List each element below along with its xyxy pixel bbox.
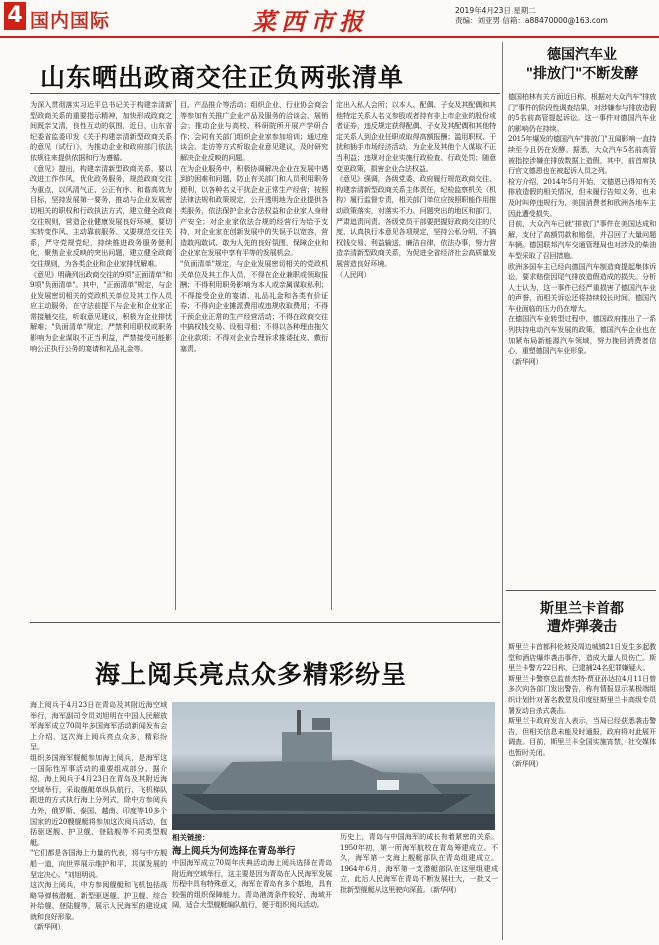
section-title: 国内国际 bbox=[30, 10, 111, 32]
side2-headline-line1: 斯里兰卡首都 bbox=[540, 601, 624, 617]
side2-headline-line2: 遭炸弹袭击 bbox=[547, 619, 617, 635]
article2-column-2: 中国海军成立70周年庆典活动海上阅兵选择在青岛附近海空域举行，这主要是因为青岛在人民海军发展历程中具有特殊意义，海军在青岛有多个基地，具有较强的组织保障能力。青岛港湾条件较好，海域开阔，适合大型舰艇编队航行，便于组织阅兵活动。 bbox=[172, 858, 332, 910]
warship-photo bbox=[172, 702, 495, 830]
headline-rule bbox=[30, 93, 500, 94]
side2-body: 斯里兰卡首都科伦坡及周边城镇21日发生多起教堂和酒店爆炸袭击事件，造成大量人员伤亡。斯里兰卡警方22日称，已逮捕24名犯罪嫌疑人。 斯里兰卡警察总监普杰特·贾亚孙达拉4月11日曾多次向各部门发出警告，称有情报显示某极端组织计划针对著名教堂及印度驻斯里兰卡高级专员署发动自杀式袭击。 斯里兰卡政府发言人表示，当局已经获悉袭击警告，但相关信息未能及时通报，政府将对此展开调查。目前，斯里兰卡全国实施宵禁，社交媒体也暂时关闭。 （新华网） bbox=[508, 642, 656, 768]
warship-illustration bbox=[172, 702, 495, 830]
caption-box bbox=[172, 832, 332, 857]
page-number: 4 bbox=[4, 2, 26, 30]
issue-date: 2019年4月23日 星期二 bbox=[455, 6, 536, 15]
sidebar-rule bbox=[506, 590, 656, 591]
issue-info bbox=[455, 6, 608, 26]
article1-column-1: 为深入贯彻落实习近平总书记关于构建亲清新型政商关系的重要指示精神，加快形成政商之间既亲又清，良性互动的氛围，近日，山东省纪委省监委印发《关于构建亲清新型政商关系的意见（试行）》，为推动企业和政府部门依法依规往来提供依据和行为遵循。 《意见》提出，构建亲清新型政商关系，要以改进工作作风，优化政务服务，规范政商交往为重点，以风清气正、公正有序、和谐高效为目标，坚持发展第一要务，推动与企业发展密切相关的职权和行政执法方式，建立健全政商交往规则，营造企业健康发展良好环境，要切实转变作风、主动靠前服务、又要规范交往关系，严守党规党纪，持续推进政务服务便利化，聚焦企业反映的突出问题，建立健全政商交往规则，为各类企业和企业家排忧解难。 《意见》明确列出政商交往的9项"正面清单"和9项"负面清单"。其中，"正面清单"规定，与企业发展密切相关的党政机关单位及其工作人员应主动服务，在守法前提下与企业和企业家正常接触交往，听取意见建议，积极为企业排忧解难；"负面清单"规定，严禁利用职权或职务影响为企业谋取不正当利益，严禁接受可能影响公正执行公务的宴请和礼品礼金等。 bbox=[30, 100, 172, 353]
caption-label: 相关链接： bbox=[172, 833, 210, 842]
column-divider bbox=[175, 100, 176, 610]
side1-headline-line1: 德国汽车业 bbox=[547, 47, 617, 63]
side2-headline bbox=[508, 600, 656, 636]
article2-column-1: 海上阅兵于4月23日在青岛及其附近海空域举行，海军副司令员刘旭明在中国人民解放军海军成立70周年多国海军活动新闻发布会上介绍，这次海上阅兵亮点众多，精彩纷呈。 组织多国海军舰艇参加海上阅兵，是海军这一国际性军事活动的重要组成部分。据介绍，海上阅兵于4月23日在青岛及其附近海空域举行，采取舰艇单纵队航行、飞机梯队跟进的方式执行海上分列式，除中方参阅兵力外，俄罗斯、泰国、越南、印度等10多个国家的近20艘舰艇将参加这次阅兵活动，包括驱逐舰、护卫舰、登陆舰等不同类型舰艇。 "它们都是各国海上力量的代表，将与中方舰船一道，向世界展示维护和平、共谋发展的坚定决心。"刘旭明说。 这次海上阅兵，中方参阅舰艇和飞机包括战略导弹核潜艇、新型驱逐舰、护卫舰、综合补给舰、登陆舰等，展示人民海军的建设成就和良好形象。 （新华网） bbox=[30, 700, 167, 932]
masthead-logo: 菜西市报 bbox=[252, 7, 368, 36]
article1-column-2: 目、产品推介等活动；组织企业、行业协会商会等参加有关推广企业产品及服务的洽谈会、展销会；推动企业与高校、科研院所开展产学研合作；会同有关部门组织企业家参加培训；通过座谈会、走访等方式听取企业意见建议，及时研究解决企业反映的问题。 在为企业服务中，积极协调解决企业在发展中遇到的困难和问题，防止有关部门和人员利用职务便利，以各种名义干扰企业正常生产经营；按照法律法规和政策规定，公开透明地为企业提供各类服务，依法保护企业合法权益和企业家人身财产安全；对企业家依法合规的经营行为给予支持，对企业家在创新发展中的失误予以宽容，营造敢闯敢试、敢为人先的良好氛围，保障企业和企业家在发展中享有平等的发展机会。 "负面清单"规定，与企业发展密切相关的党政机关单位及其工作人员，不得在企业兼职或领取报酬；不得利用职务影响为本人或亲属谋取私利；不得接受企业的宴请、礼品礼金和各类有价证券；不得向企业摊派费用或违规收取费用；不得干预企业正常的生产经营活动；不得在政商交往中搞权钱交易、设租寻租；不得以各种理由拖欠企业款项；不得对企业合理诉求推诿扯皮、敷衍塞责。 bbox=[180, 100, 328, 353]
article2-headline: 海上阅兵亮点众多精彩纷呈 bbox=[95, 660, 408, 689]
page-header bbox=[0, 0, 659, 36]
article1-column-3: 定出入私人会所；以本人、配偶、子女及其配偶和其他特定关系人名义参股或者持有非上市企业的股份或者证券，违反规定获得配偶、子女及其配偶和其他特定关系人到企业任职或取得高额报酬；滥用职权、干扰和插手市场经济活动，为企业及其他个人谋取不正当利益；违规对企业实施行政检查、行政处罚；随意变更政策，损害企业合法权益。 《意见》强调，各级党委、政府履行规范政商交往、构建亲清新型政商关系主体责任，纪检监察机关（机构）履行监督专责，相关部门单位应按照职能作用推动政策落实，对落实不力、问题突出的地区和部门，严肃追责问责。各级党员干部要把握好政商交往的尺度，认真执行本意见各项规定，坚持公私分明，不搞权钱交易、利益输送，廉洁自律，依法办事，努力营造亲清新型政商关系，为促进全省经济社会高质量发展营造良好环境。 （人民网） bbox=[336, 100, 496, 279]
section-rule bbox=[30, 622, 500, 623]
side1-body: 德国柏林有关方面近日称，根据对大众汽车"排放门"事件的阶段性调查结果，对涉嫌参与排放造假的5名前高管提起诉讼。这一事件对德国汽车业的影响仍在持续。 2015年爆发的德国汽车"排放门"丑闻影响一直持续至今且仍在发酵。据悉，大众汽车5名前高管被指控涉嫌在排放数据上造假，其中，前首席执行官文德恩也在被起诉人员之列。 检方介绍，2014年5月开始，文德恩已得知有关排放造假的相关情况，但未履行告知义务，也未及时叫停违规行为，美国消费者和欧洲各地车主因此遭受损失。 目前，大众汽车已就"排放门"事件在美国达成和解，支付了高额罚款和赔偿，并召回了大量问题车辆。德国联邦汽车交通管理局也对涉及的柴油车型采取了召回措施。 欧洲多国车主已经向德国汽车制造商提起集体诉讼，要求赔偿因尾气排放造假造成的损失。分析人士认为，这一事件已经严重损害了德国汽车业的声誉，而相关诉讼还将持续较长时间，德国汽车业面临的压力仍在增大。 在德国汽车业转型过程中，德国政府推出了一系列扶持电动汽车发展的政策，德国汽车企业也在加紧布局新能源汽车领域，努力挽回消费者信心，重塑德国汽车业形象。 （新华网） bbox=[508, 92, 656, 366]
sidebar-divider bbox=[502, 42, 503, 940]
column-divider bbox=[331, 100, 332, 610]
header-rule bbox=[0, 36, 659, 38]
article2-column-3: 历史上，青岛与中国海军的成长有着紧密的关系。1950年初，第一所海军航校在青岛筹建成立。不久，海军第一支海上舰艇部队在青岛组建成立。1964年6月，海军第一支潜艇部队在这里组建成立，此后人民海军在青岛不断发展壮大，一批又一批新型舰艇从这里驶向深蓝。（新华网） bbox=[340, 832, 498, 894]
side1-headline-line2: "排放门"不断发酵 bbox=[525, 66, 639, 82]
side1-headline bbox=[508, 46, 656, 84]
caption-title: 海上阅兵为何选择在青岛举行 bbox=[172, 846, 296, 857]
editor-line: 责编：刘亚男 信箱：a88470000@163.com bbox=[455, 16, 608, 25]
article1-headline: 山东晒出政商交往正负两张清单 bbox=[40, 63, 405, 92]
